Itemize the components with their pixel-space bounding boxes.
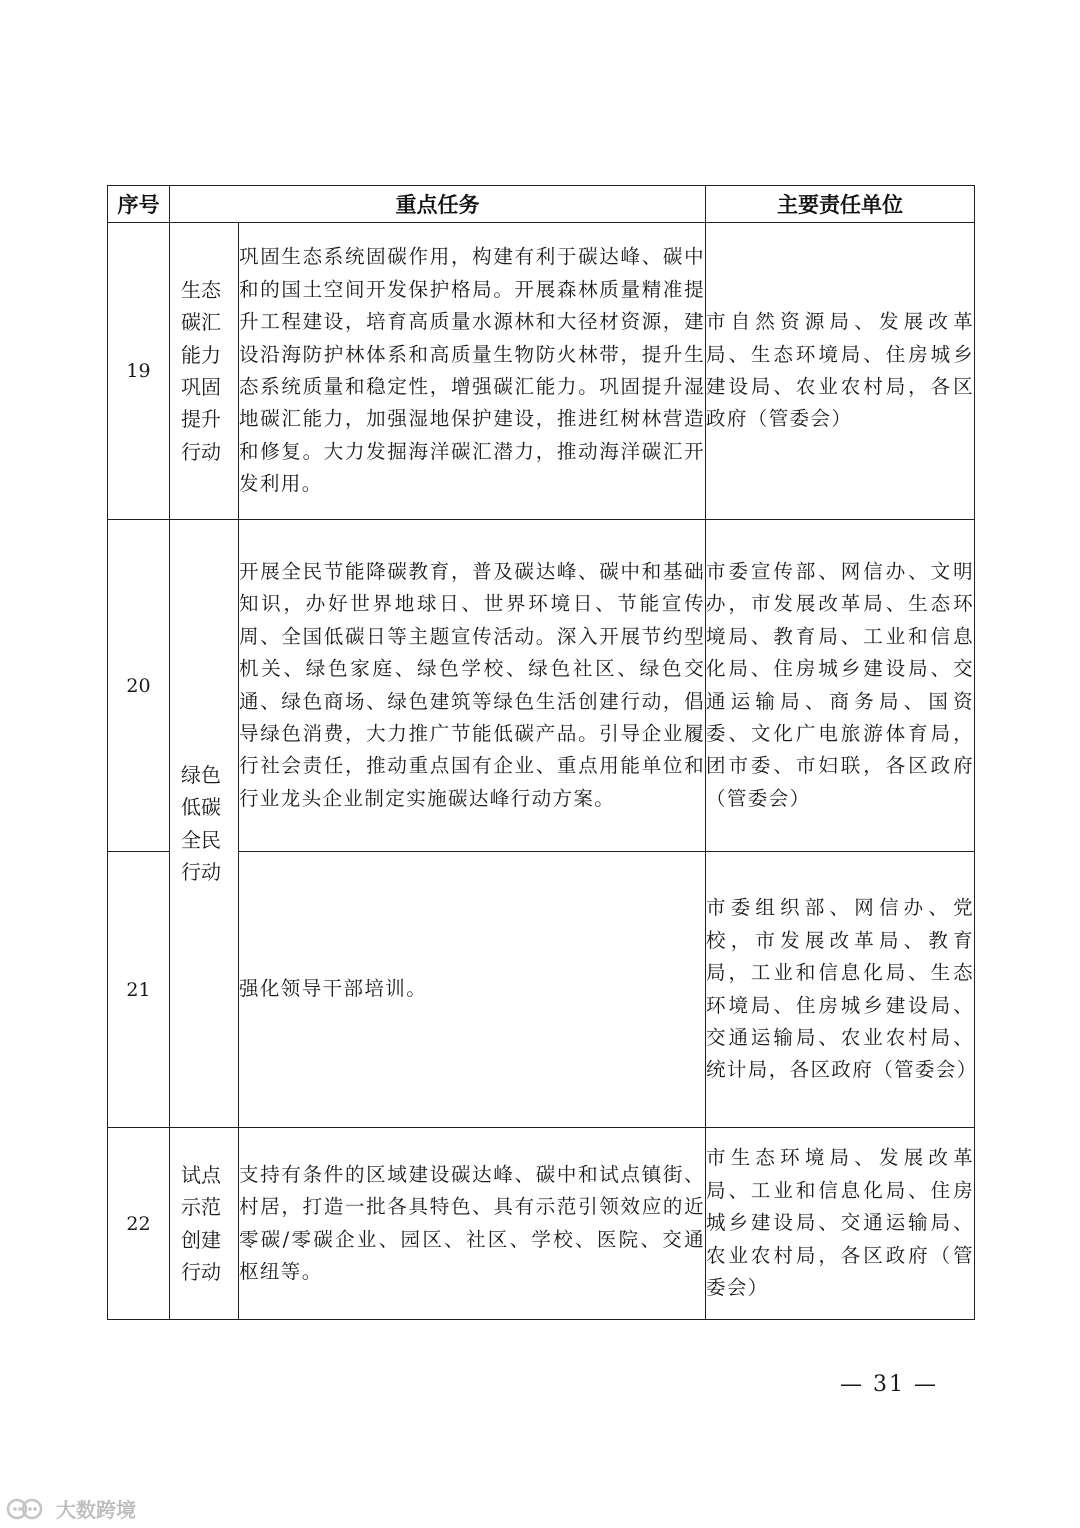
row-number: 20 [108,520,170,852]
row-unit: 市生态环境局、发展改革局、工业和信息化局、住房城乡建设局、交通运输局、农业农村局，各区政府（管委会） [706,1128,975,1320]
row-number: 21 [108,852,170,1128]
table-row [108,520,975,852]
task-table [107,185,978,1320]
row-category [170,1128,239,1320]
row-number: 19 [108,223,170,520]
header-task: 重点任务 [170,186,706,223]
row-unit: 市自然资源局、发展改革局、生态环境局、住房城乡建设局、农业农村局，各区政府（管委会） [706,223,975,520]
page-number: — 31 — [840,1372,938,1397]
row-task: 强化领导干部培训。 [239,852,706,1128]
chat-bubble-logo-icon [6,1497,52,1521]
table-header-row [108,186,975,223]
watermark [6,1494,136,1523]
row-task: 巩固生态系统固碳作用，构建有利于碳达峰、碳中和的国土空间开发保护格局。开展森林质量精准提升工程建设，培育高质量水源林和大径材资源，建设沿海防护林体系和高质量生物防火林带，提升生态系统质量和稳定性，增强碳汇能力。巩固提升湿地碳汇能力，加强湿地保护建设，推进红树林营造和修复。大力发掘海洋碳汇潜力，推动海洋碳汇开发利用。 [239,223,706,520]
row-category [170,520,239,1128]
row-category [170,223,239,520]
row-task: 支持有条件的区域建设碳达峰、碳中和试点镇街、村居，打造一批各具特色、具有示范引领效应的近零碳/零碳企业、园区、社区、学校、医院、交通枢纽等。 [239,1128,706,1320]
category-text: 试点示范创建行动 [181,1162,221,1284]
category-text: 绿色低碳全民行动 [181,762,221,884]
category-text: 生态碳汇能力巩固提升行动 [181,277,221,464]
row-unit: 市委组织部、网信办、党校，市发展改革局、教育局，工业和信息化局、生态环境局、住房城乡建设局、交通运输局、农业农村局、统计局，各区政府（管委会） [706,852,975,1128]
header-unit: 主要责任单位 [706,186,975,223]
row-task: 开展全民节能降碳教育，普及碳达峰、碳中和基础知识，办好世界地球日、世界环境日、节能宣传周、全国低碳日等主题宣传活动。深入开展节约型机关、绿色家庭、绿色学校、绿色社区、绿色交通、绿色商场、绿色建筑等绿色生活创建行动，倡导绿色消费，大力推广节能低碳产品。引导企业履行社会责任，推动重点国有企业、重点用能单位和行业龙头企业制定实施碳达峰行动方案。 [239,520,706,852]
table-row [108,1128,975,1320]
header-no: 序号 [108,186,170,223]
table-row [108,223,975,520]
table-row [108,852,975,1128]
row-unit: 市委宣传部、网信办、文明办，市发展改革局、生态环境局、教育局、工业和信息化局、住房城乡建设局、交通运输局、商务局、国资委、文化广电旅游体育局，团市委、市妇联，各区政府（管委会） [706,520,975,852]
row-number: 22 [108,1128,170,1320]
watermark-text: 大数跨境 [56,1498,136,1522]
